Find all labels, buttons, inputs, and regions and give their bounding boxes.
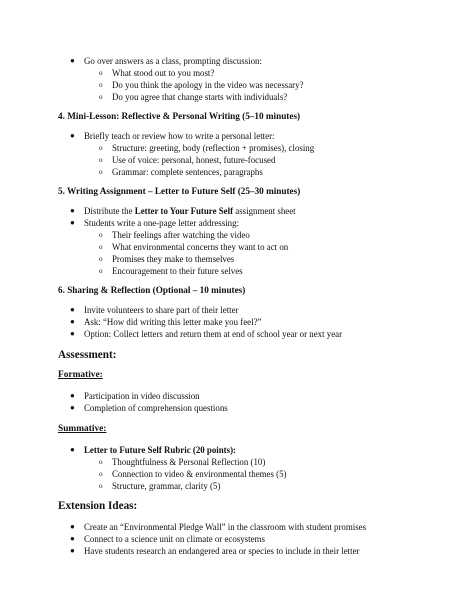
- list-item: o Structure: greeting, body (reflection + promises), closing: [99, 143, 315, 153]
- list-item: ● Participation in video discussion: [70, 391, 200, 401]
- summative-label: Summative:: [58, 424, 107, 434]
- list-item: o What environmental concerns they want to act on: [99, 242, 289, 252]
- list-item: ● Briefly teach or review how to write a personal letter:: [70, 131, 275, 141]
- bullet-icon: ●: [70, 317, 75, 326]
- list-item: ● Completion of comprehension questions: [70, 403, 228, 413]
- circle-bullet-icon: o: [99, 267, 103, 275]
- circle-bullet-icon: o: [99, 470, 103, 478]
- list-item: o Do you agree that change starts with individuals?: [99, 92, 288, 102]
- list-item: [70, 444, 237, 457]
- bullet-icon: ●: [70, 218, 75, 227]
- list-item: ● Option: Collect letters and return them at end of school year or next year: [70, 329, 343, 339]
- circle-bullet-icon: o: [99, 144, 103, 152]
- rubric-title: Letter to Future Self Rubric (20 points):: [84, 445, 237, 455]
- bullet-icon: ●: [70, 445, 75, 454]
- list-item: o Grammar: complete sentences, paragraphs: [99, 167, 263, 177]
- circle-bullet-icon: o: [99, 458, 103, 466]
- bullet-icon: ●: [70, 329, 75, 338]
- list-item: ● Have students research an endangered area or species to include in their letter: [70, 546, 360, 556]
- circle-bullet-icon: o: [99, 69, 103, 77]
- circle-bullet-icon: o: [99, 81, 103, 89]
- list-item: ● Go over answers as a class, prompting discussion:: [70, 56, 262, 66]
- list-item: o Promises they make to themselves: [99, 254, 235, 264]
- bullet-icon: ●: [70, 131, 75, 140]
- extension-heading: Extension Ideas:: [58, 500, 138, 512]
- bullet-icon: ●: [70, 534, 75, 543]
- bullet-icon: ●: [70, 391, 75, 400]
- bullet-icon: ●: [70, 206, 75, 215]
- bullet-icon: ●: [70, 305, 75, 314]
- bullet-icon: ●: [70, 56, 75, 65]
- circle-bullet-icon: o: [99, 93, 103, 101]
- circle-bullet-icon: o: [99, 156, 103, 164]
- list-item: ● Connect to a science unit on climate or ecosystems: [70, 534, 265, 544]
- list-item: ● Create an “Environmental Pledge Wall” in the classroom with student promises: [70, 522, 367, 532]
- list-item: o Do you think the apology in the video was necessary?: [99, 80, 304, 90]
- list-item: o Connection to video & environmental themes (5): [99, 469, 287, 479]
- list-item: o Their feelings after watching the video: [99, 230, 250, 240]
- bullet-icon: ●: [70, 522, 75, 531]
- circle-bullet-icon: o: [99, 231, 103, 239]
- circle-bullet-icon: o: [99, 255, 103, 263]
- list-item: o Structure, grammar, clarity (5): [99, 481, 221, 491]
- list-item: ● Students write a one-page letter addressing:: [70, 218, 240, 228]
- assignment-title: Letter to Your Future Self: [134, 206, 234, 216]
- circle-bullet-icon: o: [99, 482, 103, 490]
- assessment-heading: Assessment:: [58, 349, 117, 361]
- section-heading: 6. Sharing & Reflection (Optional – 10 minutes): [58, 285, 246, 295]
- list-item: o What stood out to you most?: [99, 68, 215, 78]
- section-heading: 4. Mini-Lesson: Reflective & Personal Writing (5–10 minutes): [58, 111, 301, 121]
- formative-label: Formative:: [58, 370, 103, 380]
- bullet-icon: ●: [70, 546, 75, 555]
- section-heading: 5. Writing Assignment – Letter to Future Self (25–30 minutes): [58, 186, 301, 196]
- list-item: o Encouragement to their future selves: [99, 266, 243, 276]
- list-item: ● Distribute the Letter to Your Future Self assignment sheet: [70, 206, 296, 216]
- list-item: ● Ask: “How did writing this letter make you feel?”: [70, 317, 262, 327]
- bullet-icon: ●: [70, 403, 75, 412]
- list-item: o Use of voice: personal, honest, future-focused: [99, 155, 276, 165]
- circle-bullet-icon: o: [99, 168, 103, 176]
- circle-bullet-icon: o: [99, 243, 103, 251]
- list-item: o Thoughtfulness & Personal Reflection (10): [99, 457, 266, 467]
- list-item: ● Invite volunteers to share part of their letter: [70, 305, 239, 315]
